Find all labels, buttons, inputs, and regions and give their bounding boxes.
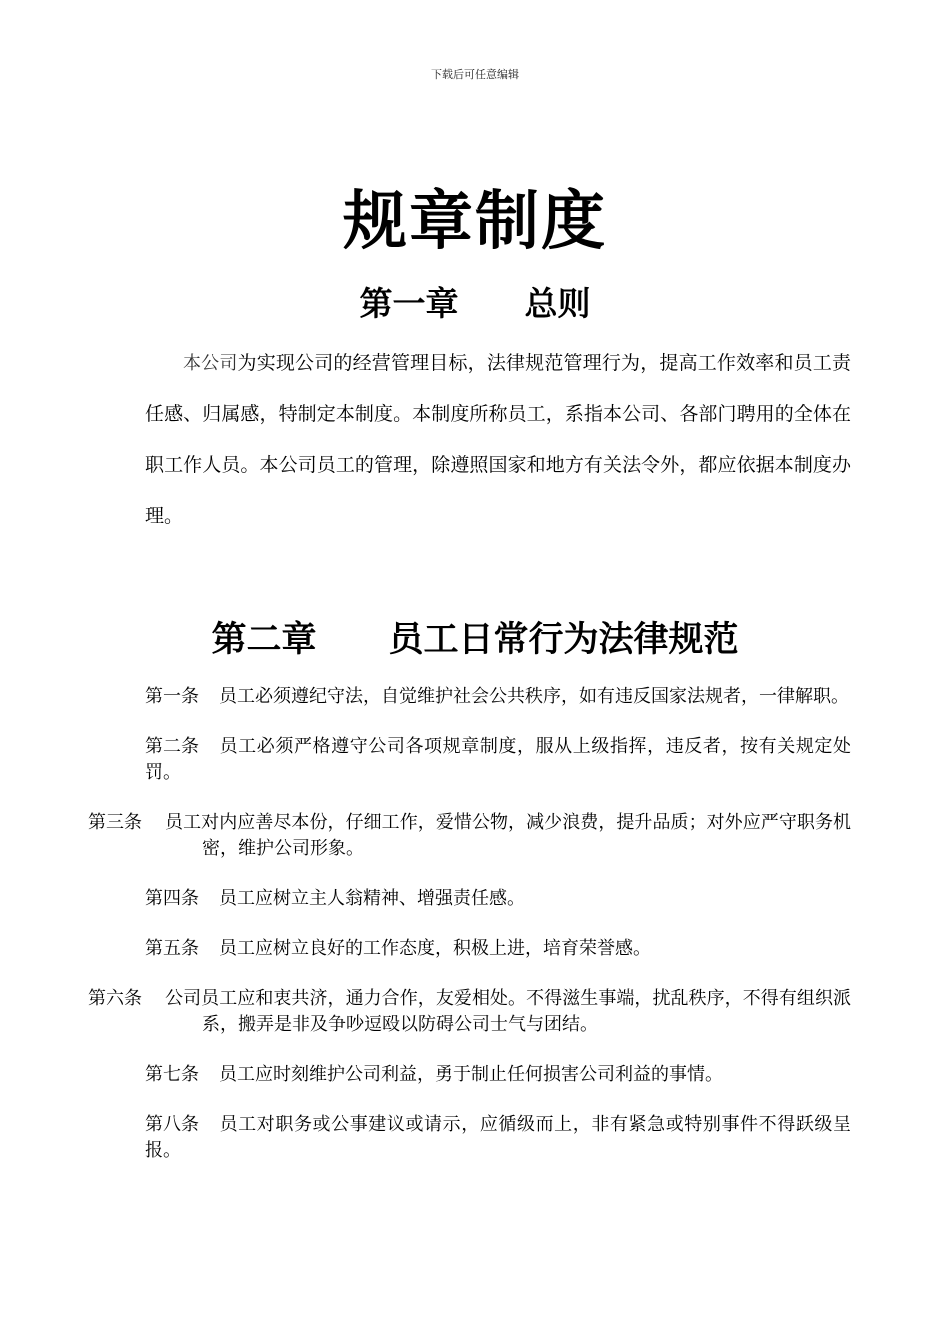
article-text: 员工必须严格遵守公司各项规章制度，服从上级指挥，违反者，按有关规定处罚。 [145,736,851,783]
header-note: 下载后可任意编辑 [431,68,519,81]
chapter1-number: 第一章 [359,284,459,323]
article-item [145,936,851,962]
chapter2-heading [0,612,950,662]
article-item [145,1062,851,1088]
chapter1-name: 总则 [524,284,591,323]
article-text: 公司员工应和衷共济，通力合作，友爱相处。不得滋生事端，扰乱秩序，不得有组织派系，搬弄是非及争吵逗殴以防碍公司士气与团结。 [165,988,851,1035]
chapter2-number: 第二章 [211,620,317,660]
article-text: 员工必须遵纪守法，自觉维护社会公共秩序，如有违反国家法规者，一律解职。 [219,686,849,707]
intro-lead: 本公司 [183,353,238,374]
article-item: 第三条 员工对内应善尽本份，仔细工作，爱惜公物，减少浪费，提升品质；对外应严守职务机密，维护公司形象。 [88,812,851,859]
article-item [145,1112,851,1164]
chapter1-heading [0,278,950,325]
article-text: 员工对职务或公事建议或请示，应循级而上，非有紧急或特别事件不得跃级呈报。 [145,1114,851,1161]
document-title: 规章制度 [343,185,607,259]
article-item [145,734,851,786]
article-text: 员工对内应善尽本份，仔细工作，爱惜公物，减少浪费，提升品质；对外应严守职务机密，维护公司形象。 [165,812,851,859]
article-number: 第一条 [145,686,199,707]
chapter1-intro-paragraph [145,338,851,542]
article-list [88,684,851,1188]
article-number: 第八条 [145,1114,199,1135]
intro-text: 为实现公司的经营管理目标，法律规范管理行为，提高工作效率和员工责任感、归属感，特制定本制度。本制度所称员工，系指本公司、各部门聘用的全体在职工作人员。本公司员工的管理，除遵照国家和地方有关法令外，都应依据本制度办理。 [145,352,851,527]
chapter2-name: 员工日常行为法律规范 [388,620,739,660]
article-text: 员工应树立良好的工作态度，积极上进，培育荣誉感。 [219,938,651,959]
article-item [145,886,851,912]
article-item: 第六条 公司员工应和衷共济，通力合作，友爱相处。不得滋生事端，扰乱秩序，不得有组织派系，搬弄是非及争吵逗殴以防碍公司士气与团结。 [88,988,851,1035]
article-text: 员工应时刻维护公司利益，勇于制止任何损害公司利益的事情。 [219,1064,723,1085]
article-number: 第七条 [145,1064,199,1085]
article-number: 第五条 [145,938,199,959]
article-number: 第四条 [145,888,199,909]
article-number: 第二条 [145,736,199,757]
article-item [145,684,851,710]
article-text: 员工应树立主人翁精神、增强责任感。 [219,888,525,909]
